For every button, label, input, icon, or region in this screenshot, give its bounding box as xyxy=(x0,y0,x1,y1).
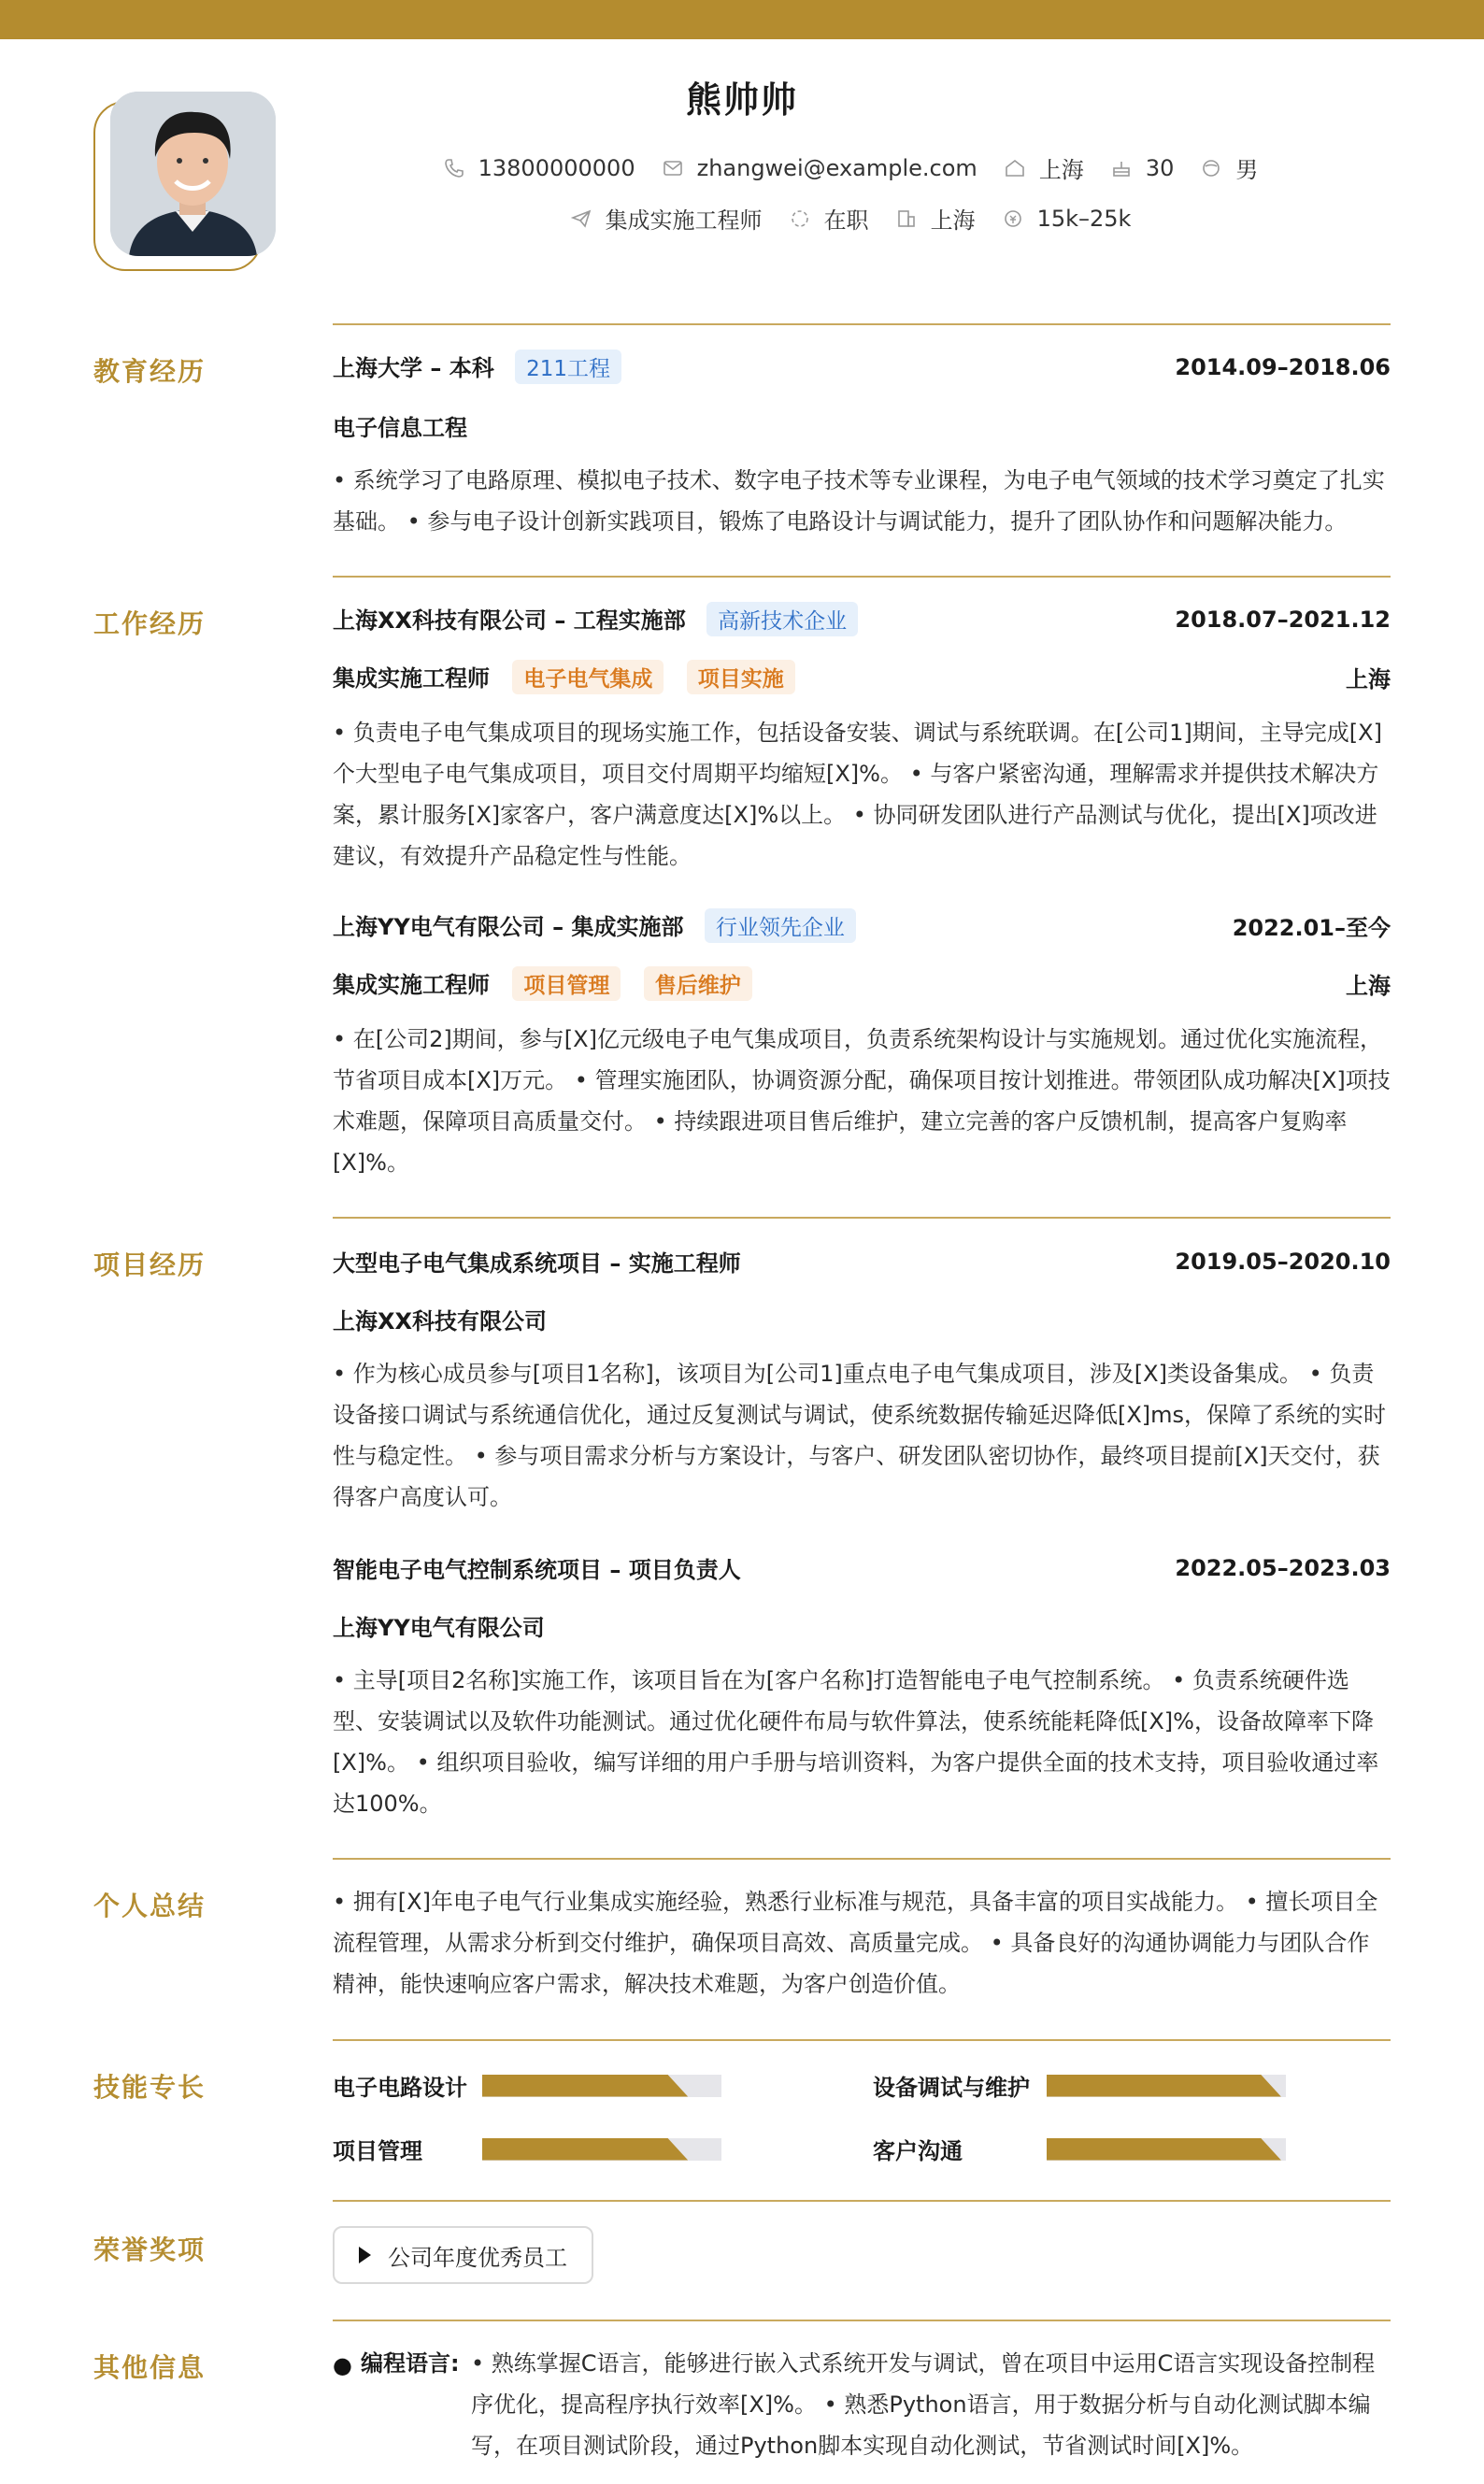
project-company: 上海XX科技有限公司 xyxy=(333,1308,548,1335)
company-line xyxy=(333,602,858,636)
phone-item xyxy=(443,155,635,181)
education-date: 2014.09–2018.06 xyxy=(1175,353,1391,380)
work-header xyxy=(333,602,1391,636)
contact-line xyxy=(299,151,1402,184)
divider xyxy=(333,2200,1391,2202)
work-description: • 在[公司2]期间，参与[X]亿元级电子电气集成项目，负责系统架构设计与实施规划。通过优化实施流程，节省项目成本[X]万元。 • 管理实施团队，协调资源分配，确保项目按计划推进。带领团队成功解决[X]项技术难题，保障项目高质量交付。 • 持续跟进项目售后维护，建立完善的客户反馈机制，提高客户复购率[X]%。 xyxy=(333,1026,1391,1176)
skill-bar xyxy=(482,2075,721,2097)
work-city: 上海 xyxy=(1346,666,1391,692)
company-tag: 高新技术企业 xyxy=(706,602,858,636)
status-text: 在职 xyxy=(823,207,869,234)
section-title-honors: 荣誉奖项 xyxy=(93,2234,207,2265)
company-name: 上海YY电气有限公司 – 集成实施部 xyxy=(333,914,684,940)
status-item xyxy=(789,202,869,235)
position-item xyxy=(570,202,763,235)
section-title-summary: 个人总结 xyxy=(93,1891,207,1921)
summary-text: • 拥有[X]年电子电气行业集成实施经验，熟悉行业标准与规范，具备丰富的项目实战能力。 • 擅长项目全流程管理，从需求分析到交付维护，确保项目高效、高质量完成。 • 具备良好的沟通协调能力与团队合作精神，能快速响应客户需求，解决技术难题，为客户创造价值。 xyxy=(333,1889,1378,1997)
role-name: 集成实施工程师 xyxy=(333,665,490,692)
gender-text: 男 xyxy=(1235,157,1259,183)
mail-icon xyxy=(662,157,684,179)
divider xyxy=(333,576,1391,578)
section-title-skills: 技能专长 xyxy=(93,2072,207,2103)
other-label: 编程语言: xyxy=(361,2350,460,2377)
skill-tag: 售后维护 xyxy=(644,966,752,1001)
phone-text: 13800000000 xyxy=(478,154,635,181)
other-text: • 熟练掌握C语言，能够进行嵌入式系统开发与调试，曾在项目中运用C语言实现设备控制程序优化，提高程序执行效率[X]%。 • 熟悉Python语言，用于数据分析与自动化测试脚本编写，在项目测试阶段，通过Python脚本实现自动化测试，节省测试时间[X]%。 xyxy=(471,2350,1376,2459)
position-text: 集成实施工程师 xyxy=(605,207,763,234)
project-header xyxy=(333,1551,1391,1584)
cake-icon xyxy=(1110,157,1133,179)
company-tag: 行业领先企业 xyxy=(705,908,856,943)
skill-bar-fill xyxy=(482,2075,688,2097)
age-text: 30 xyxy=(1145,154,1175,181)
work-date: 2022.01–至今 xyxy=(1232,915,1391,941)
divider xyxy=(333,1858,1391,1860)
email-item xyxy=(662,155,977,181)
skill-bar xyxy=(1047,2075,1286,2097)
honor-text: 公司年度优秀员工 xyxy=(388,2244,567,2271)
company-name: 上海XX科技有限公司 – 工程实施部 xyxy=(333,607,686,634)
school-line xyxy=(333,350,621,384)
education-header xyxy=(333,350,1391,384)
work-city: 上海 xyxy=(1346,973,1391,999)
divider xyxy=(333,323,1391,325)
salary-item xyxy=(1002,206,1132,232)
gender-item xyxy=(1200,151,1258,184)
building-icon xyxy=(895,207,918,230)
send-icon xyxy=(570,207,592,230)
project-description: • 作为核心成员参与[项目1名称]，该项目为[公司1]重点电子电气集成项目，涉及[X]类设备集成。 • 负责设备接口调试与系统通信优化，通过反复测试与调试，使系统数据传输延迟降低[X]ms，保障了系统的实时性与稳定性。 • 参与项目需求分析与方案设计，与客户、研发团队密切协作，最终项目提前[X]天交付，获得客户高度认可。 xyxy=(333,1361,1387,1510)
skill-item xyxy=(873,2133,1286,2165)
skill-bar-fill xyxy=(1047,2138,1281,2161)
school-tag: 211工程 xyxy=(515,350,621,384)
skill-tag: 电子电气集成 xyxy=(512,660,664,694)
divider xyxy=(333,1217,1391,1219)
skill-name: 设备调试与维护 xyxy=(873,2075,1030,2101)
bullet-icon: ● xyxy=(333,2352,352,2378)
major-row xyxy=(333,409,1391,442)
skill-bar xyxy=(482,2138,721,2161)
skill-name: 项目管理 xyxy=(333,2138,422,2164)
work-header xyxy=(333,908,1391,943)
project-date: 2019.05–2020.10 xyxy=(1175,1248,1391,1275)
location-item xyxy=(1004,151,1084,184)
gender-icon xyxy=(1200,157,1222,179)
skill-bar-fill xyxy=(1047,2075,1281,2097)
project-company-row xyxy=(333,1609,1391,1642)
section-title-projects: 项目经历 xyxy=(93,1249,207,1280)
work-role-row xyxy=(333,660,1391,694)
section-title-work: 工作经历 xyxy=(93,608,207,639)
city-item xyxy=(895,202,976,235)
skill-item xyxy=(333,2133,721,2165)
honor-item[interactable] xyxy=(333,2226,593,2284)
role-line xyxy=(333,660,795,694)
skill-bar xyxy=(1047,2138,1286,2161)
project-title: 大型电子电气集成系统项目 – 实施工程师 xyxy=(333,1250,741,1277)
project-company: 上海YY电气有限公司 xyxy=(333,1615,545,1641)
project-description: • 主导[项目2名称]实施工作，该项目旨在为[客户名称]打造智能电子电气控制系统。 • 负责系统硬件选型、安装调试以及软件功能测试。通过优化硬件布局与软件算法，使系统能耗降低[X]%，设备故障率下降[X]%。 • 组织项目验收，编写详细的用户手册与培训资料，为客户提供全面的技术支持，项目验收通过率达100%。 xyxy=(333,1667,1379,1817)
skill-tag: 项目实施 xyxy=(687,660,795,694)
job-line xyxy=(299,202,1402,235)
school-name: 上海大学 – 本科 xyxy=(333,355,494,381)
skill-item xyxy=(873,2069,1286,2102)
play-icon xyxy=(359,2247,371,2263)
home-icon xyxy=(1004,157,1026,179)
project-company-row xyxy=(333,1303,1391,1335)
top-accent-bar xyxy=(0,0,1484,39)
skill-item xyxy=(333,2069,721,2102)
status-icon xyxy=(789,207,811,230)
role-line xyxy=(333,966,752,1001)
candidate-name: 熊帅帅 xyxy=(685,79,798,121)
work-role-row xyxy=(333,966,1391,1001)
project-date: 2022.05–2023.03 xyxy=(1175,1554,1391,1581)
skill-name: 电子电路设计 xyxy=(333,2075,467,2101)
skill-tag: 项目管理 xyxy=(512,966,621,1001)
education-description: • 系统学习了电路原理、模拟电子技术、数字电子技术等专业课程，为电子电气领域的技术学习奠定了扎实基础。 • 参与电子设计创新实践项目，锻炼了电路设计与调试能力，提升了团队协作和问题解决能力。 xyxy=(333,467,1385,535)
email-text: zhangwei@example.com xyxy=(696,154,977,181)
age-item xyxy=(1110,155,1175,181)
major-name: 电子信息工程 xyxy=(333,415,467,441)
avatar-frame xyxy=(93,101,262,271)
section-title-education: 教育经历 xyxy=(93,356,207,387)
company-line xyxy=(333,908,856,943)
project-title: 智能电子电气控制系统项目 – 项目负责人 xyxy=(333,1557,741,1583)
phone-icon xyxy=(443,157,465,179)
salary-text: 15k–25k xyxy=(1036,205,1132,232)
skill-name: 客户沟通 xyxy=(873,2138,963,2164)
money-icon xyxy=(1002,207,1024,230)
work-description: • 负责电子电气集成项目的现场实施工作，包括设备安装、调试与系统联调。在[公司1]期间，主导完成[X]个大型电子电气集成项目，项目交付周期平均缩短[X]%。 • 与客户紧密沟通，理解需求并提供技术解决方案，累计服务[X]家客户，客户满意度达[X]%以上。 • 协同研发团队进行产品测试与优化，提出[X]项改进建议，有效提升产品稳定性与性能。 xyxy=(333,720,1382,869)
project-header xyxy=(333,1245,1391,1278)
section-title-other: 其他信息 xyxy=(93,2352,207,2383)
divider xyxy=(333,2320,1391,2321)
city-text: 上海 xyxy=(930,207,976,234)
work-date: 2018.07–2021.12 xyxy=(1175,606,1391,633)
role-name: 集成实施工程师 xyxy=(333,972,490,998)
divider xyxy=(333,2039,1391,2041)
location-text: 上海 xyxy=(1038,157,1084,183)
skill-bar-fill xyxy=(482,2138,688,2161)
